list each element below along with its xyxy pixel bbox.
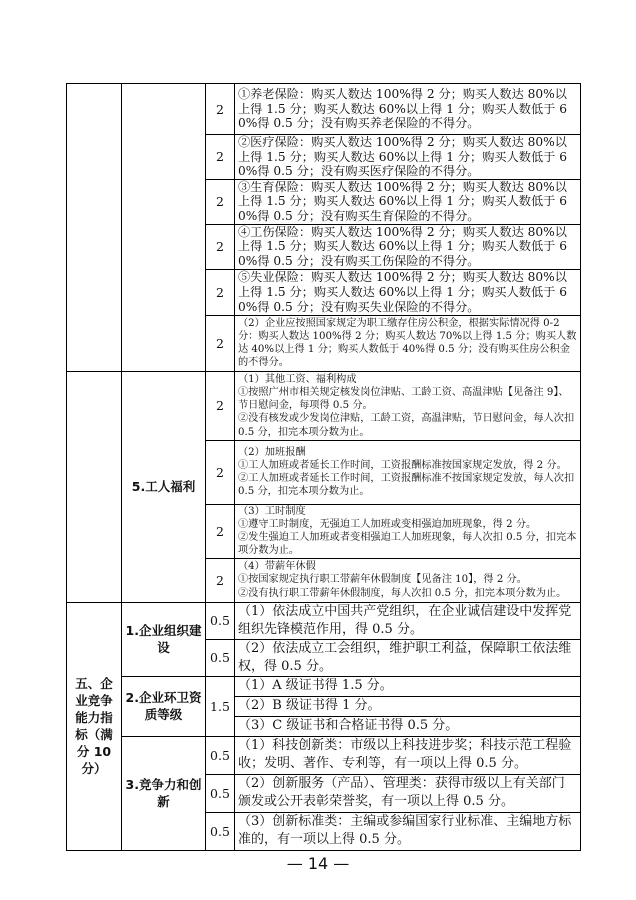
criteria-line: （3）工时制度 [238, 505, 306, 517]
subcategory-label: 5.工人福利 [122, 371, 206, 602]
score-cell: 2 [206, 84, 235, 135]
criteria-text: ①养老保险：购买人数达 100%得 2 分；购买人数达 80%以上得 1.5 分；购买人数达 60%以上得 1 分；购买人数低于 60%得 0.5 分；没有购买养老保险的不得分。 [235, 84, 581, 135]
criteria-text [235, 440, 581, 504]
scoring-table [66, 83, 581, 851]
criteria-line: （2）加班报酬 [238, 446, 306, 458]
score-cell: 0.5 [206, 736, 235, 774]
category-cell-empty [67, 84, 122, 372]
criteria-text: （1）科技创新类：市级以上科技进步奖；科技示范工程验收；发明、著作、专利等，有一项以上得 0.5 分。 [235, 736, 581, 774]
criteria-text: （1）A 级证书得 1.5 分。 [235, 676, 581, 696]
table-row [67, 736, 581, 774]
criteria-text: ②医疗保险：购买人数达 100%得 2 分；购买人数达 80%以上得 1.5 分；购买人数达 60%以上得 1 分；购买人数低于 60%得 0.5 分；没有购买医疗保险的不得分。 [235, 135, 581, 180]
criteria-text: （1）依法成立中国共产党组织，在企业诚信建设中发挥党组织先锋模范作用，得 0.5 分。 [235, 602, 581, 639]
page-number: — 14 — [286, 854, 350, 873]
criteria-line: ①遵守工时制度，无强迫工人加班或变相强迫加班现象，得 2 分。 [238, 518, 537, 530]
criteria-text [235, 371, 581, 440]
score-cell: 0.5 [206, 812, 235, 850]
criteria-text: （2）B 级证书得 1 分。 [235, 696, 581, 716]
score-cell: 2 [206, 440, 235, 504]
criteria-line: （4）带薪年休假 [238, 561, 316, 573]
score-cell: 2 [206, 179, 235, 224]
table-row [67, 371, 581, 440]
criteria-text: ⑤失业保险：购买人数达 100%得 2 分；购买人数达 80%以上得 1.5 分；购买人数达 60%以上得 1 分；购买人数低于 60%得 0.5 分；没有购买失业保险的不得分。 [235, 269, 581, 315]
criteria-text [235, 558, 581, 602]
subcategory-cell-empty [122, 84, 206, 372]
criteria-line: ①按照广州市相关规定核发岗位津贴、工龄工资、高温津贴【见备注 9】、节日慰问金，每项得 0.5 分。 [238, 386, 569, 412]
table-row [67, 676, 581, 696]
score-cell: 2 [206, 224, 235, 269]
section-label: 五、企业竞争能力指标（满分 10 分） [67, 602, 122, 850]
criteria-text [235, 504, 581, 558]
table-row [67, 84, 581, 135]
criteria-text: （3）C 级证书和合格证书得 0.5 分。 [235, 716, 581, 736]
category-cell-empty [67, 371, 122, 602]
subcategory-label: 2.企业环卫资质等级 [122, 676, 206, 736]
score-cell: 2 [206, 269, 235, 315]
score-cell: 0.5 [206, 774, 235, 812]
criteria-text: （2）创新服务（产品）、管理类：获得市级以上有关部门颁发或公开表彰荣誉奖，有一项以上得 0.5 分。 [235, 774, 581, 812]
subcategory-label: 1.企业组织建设 [122, 602, 206, 676]
score-cell: 2 [206, 371, 235, 440]
table-row [67, 602, 581, 639]
criteria-line: ②工人加班或者延长工作时间，工资报酬标准不按国家规定发放，每人次扣 0.5 分，扣完本项分数为止。 [238, 473, 575, 498]
criteria-text: ④工伤保险：购买人数达 100%得 2 分；购买人数达 80%以上得 1.5 分；购买人数达 60%以上得 1 分；购买人数低于 60%得 0.5 分；没有购买工伤保险的不得分。 [235, 224, 581, 269]
criteria-line: ②没有执行职工带薪年休假制度，每人次扣 0.5 分，扣完本项分数为止。 [238, 587, 567, 599]
score-cell: 2 [206, 135, 235, 180]
score-cell: 2 [206, 315, 235, 371]
criteria-text: （2）企业应按照国家规定为职工缴存住房公积金，根据实际情况得 0-2 分：购买人数达 100%得 2 分；购买人数达 70%以上得 1.5 分；购买人数达 40%以上得 1 分；购买人数低于 40%得 0.5 分；没有购买住房公积金的不得分。 [235, 315, 581, 371]
criteria-line: ①工人加班或者延长工作时间，工资报酬标准按国家规定发放，得 2 分。 [238, 460, 567, 472]
criteria-line: ②发生强迫工人加班或者变相强迫工人加班现象，每人次扣 0.5 分，扣完本项分数为止。 [238, 532, 577, 557]
criteria-line: ②没有核发或少发岗位津贴，工龄工资，高温津贴，节日慰问金，每人次扣 0.5 分，扣完本项分数为止。 [238, 413, 575, 438]
score-cell: 0.5 [206, 639, 235, 676]
criteria-text: （3）创新标准类：主编或参编国家行业标准、主编地方标准的，有一项以上得 0.5 分。 [235, 812, 581, 850]
score-cell: 2 [206, 558, 235, 602]
criteria-text: （2）依法成立工会组织，维护职工利益，保障职工依法维权，得 0.5 分。 [235, 639, 581, 676]
score-cell: 0.5 [206, 602, 235, 639]
criteria-line: （1）其他工资、福利构成 [238, 373, 357, 385]
criteria-line: ①按国家规定执行职工带薪年休假制度【见备注 10】，得 2 分。 [238, 574, 527, 586]
score-cell: 2 [206, 504, 235, 558]
criteria-text: ③生育保险：购买人数达 100%得 2 分；购买人数达 80%以上得 1.5 分；购买人数达 60%以上得 1 分；购买人数低于 60%得 0.5 分；没有购买生育保险的不得分。 [235, 179, 581, 224]
subcategory-label: 3.竞争力和创新 [122, 736, 206, 850]
score-cell: 1.5 [206, 676, 235, 736]
